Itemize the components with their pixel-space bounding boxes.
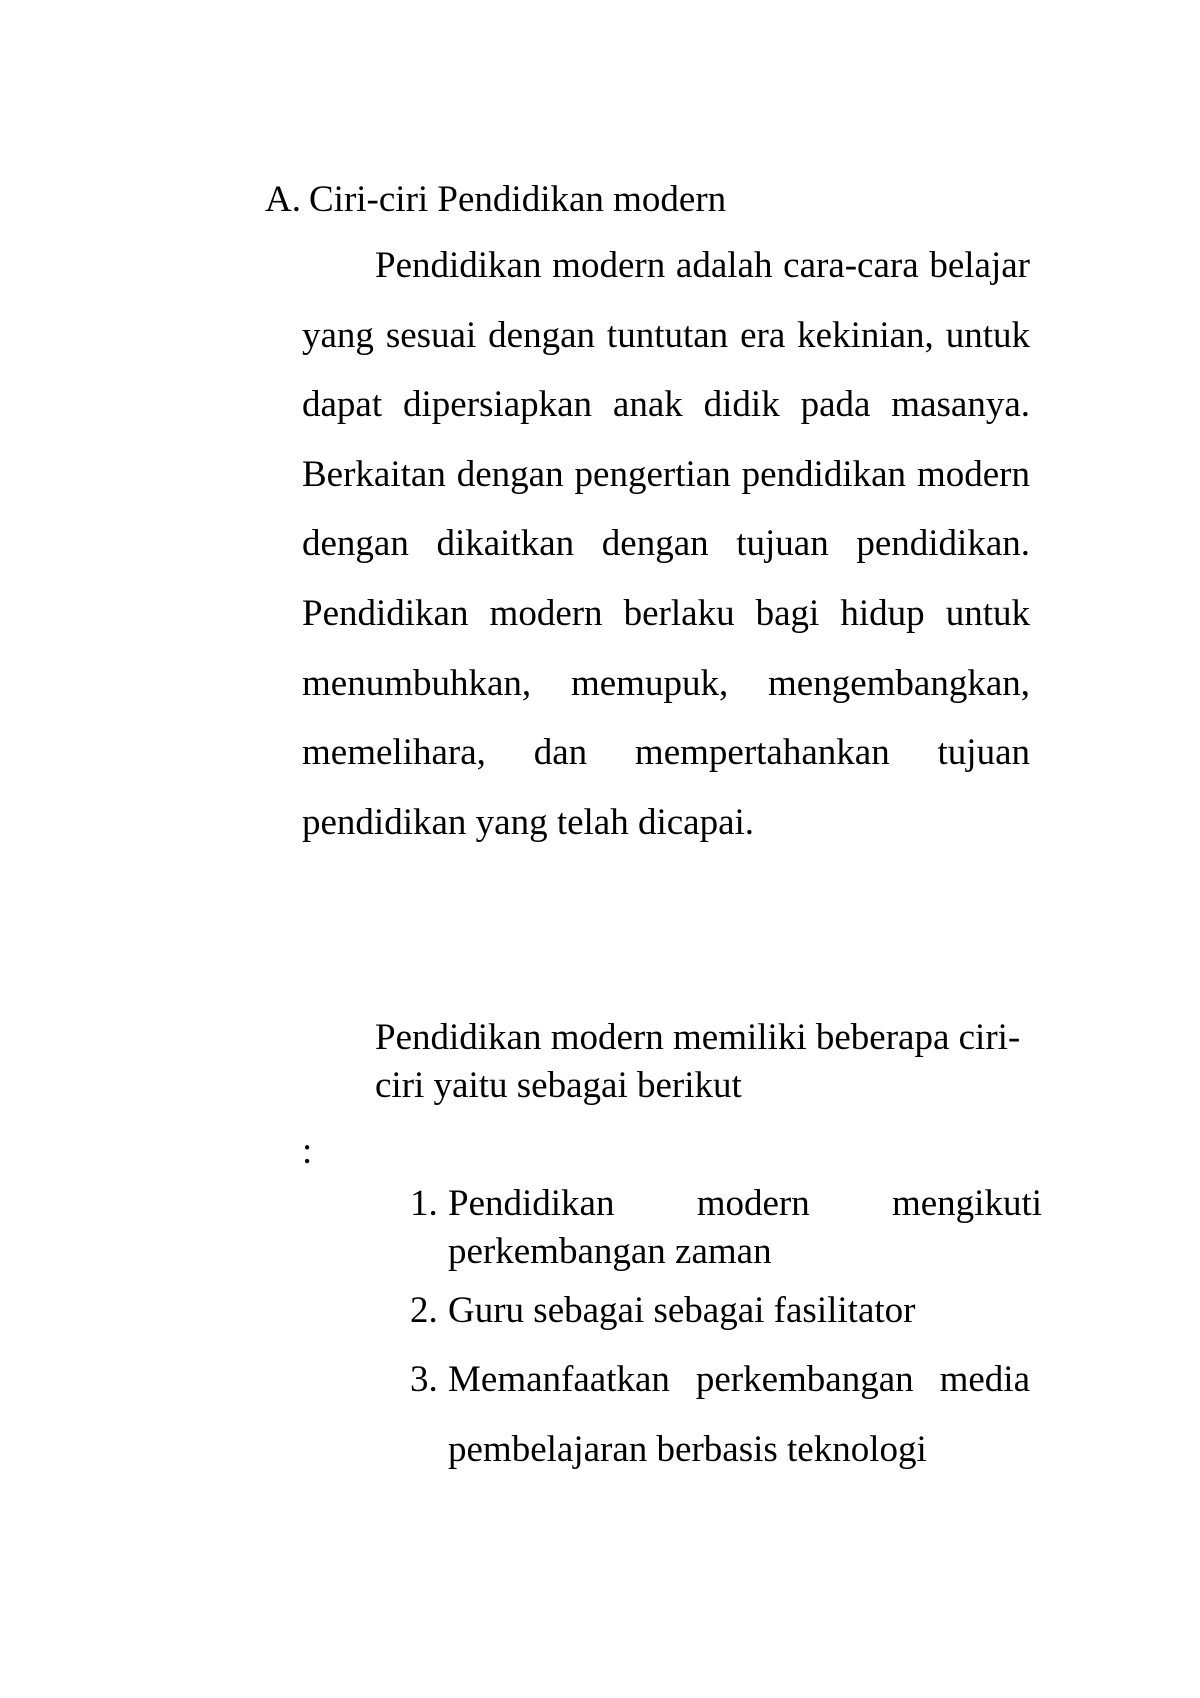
list-item xyxy=(410,1287,1042,1335)
list-item-number: 1. xyxy=(410,1183,438,1224)
section-title: Ciri-ciri Pendidikan modern xyxy=(308,179,727,220)
section-marker: A. xyxy=(265,179,301,220)
list-item-text: Pendidikan modern mengikuti perkembangan zaman xyxy=(448,1183,1042,1272)
colon-line: : xyxy=(302,1131,313,1172)
list-item-text: Guru sebagai sebagai fasilitator xyxy=(448,1290,916,1331)
section-heading xyxy=(265,176,726,224)
intro-paragraph: Pendidikan modern memiliki beberapa ciri-ciri yaitu sebagai berikut xyxy=(375,1017,1021,1106)
list-item-text: Memanfaatkan perkembangan media pembelajaran berbasis teknologi xyxy=(448,1359,1030,1470)
list-item-number: 3. xyxy=(410,1359,438,1400)
list-item-number: 2. xyxy=(410,1290,438,1331)
list-item xyxy=(410,1345,1030,1484)
body-paragraph: Pendidikan modern adalah cara-cara belajar yang sesuai dengan tuntutan era kekinian, untuk dapat dipersiapkan anak didik pada masanya. Berkaitan dengan pengertian pendidikan modern dengan dikaitkan dengan tujuan pendidikan. Pendidikan modern berlaku bagi hidup untuk menumbuhkan, memupuk, mengembangkan, memelihara, dan mempertahankan tujuan pendidikan yang telah dicapai. xyxy=(302,245,1030,843)
list-item xyxy=(410,1180,1042,1276)
